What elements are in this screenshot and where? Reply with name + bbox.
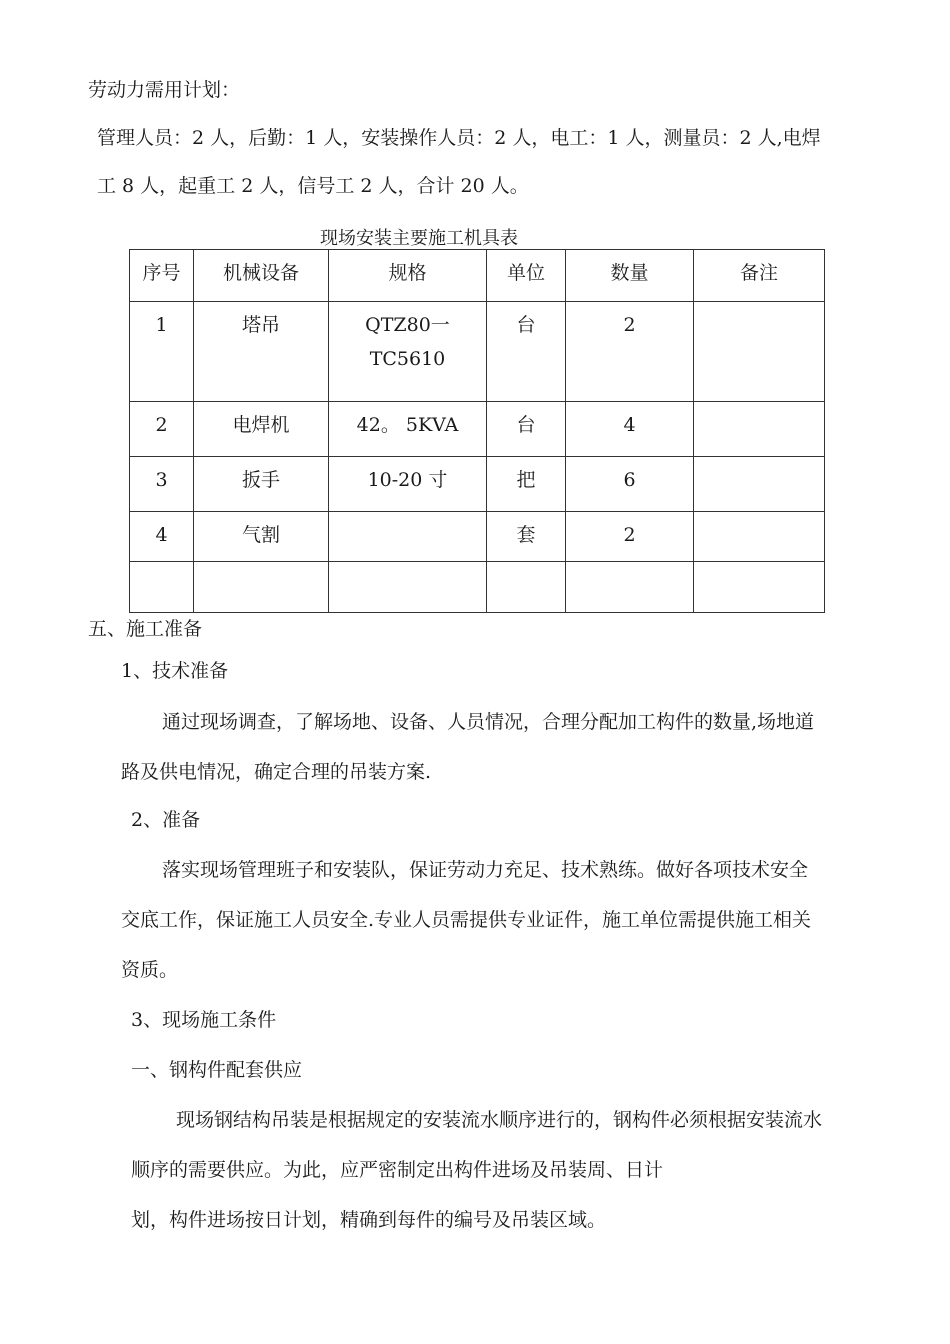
cell-equipment [194, 562, 329, 613]
cell-equipment: 扳手 [194, 457, 329, 512]
cell-spec [329, 562, 487, 613]
cell-equipment: 电焊机 [194, 402, 329, 457]
sub-item-1-para-line-1: 现场钢结构吊装是根据规定的安装流水顺序进行的，钢构件必须根据安装流水 [176, 1109, 823, 1131]
table-row [130, 512, 825, 562]
header-unit: 单位 [487, 250, 566, 302]
header-qty: 数量 [566, 250, 694, 302]
table-caption: 现场安装主要施工机具表 [320, 228, 518, 249]
subsection-2-para-line-2: 交底工作，保证施工人员安全.专业人员需提供专业证件，施工单位需提供施工相关 [121, 909, 812, 931]
subsection-3-title: 3、现场施工条件 [131, 1009, 277, 1031]
header-note: 备注 [694, 250, 825, 302]
subsection-1-para-line-1: 通过现场调查，了解场地、设备、人员情况，合理分配加工构件的数量,场地道 [162, 711, 815, 733]
cell-note [694, 562, 825, 613]
labor-plan-line-1: 管理人员：2 人，后勤：1 人，安装操作人员：2 人，电工：1 人，测量员：2 人,电焊 [97, 127, 821, 149]
table-header-row [130, 250, 825, 302]
subsection-1-para-line-2: 路及供电情况，确定合理的吊装方案. [121, 761, 432, 783]
cell-unit: 台 [487, 402, 566, 457]
cell-qty: 2 [566, 302, 694, 402]
cell-spec-line-1: QTZ80一 [365, 314, 450, 336]
section-5-title: 五、施工准备 [88, 618, 203, 640]
cell-note [694, 457, 825, 512]
cell-equipment: 气割 [194, 512, 329, 562]
cell-unit: 台 [487, 302, 566, 402]
cell-spec: 10-20 寸 [329, 457, 487, 512]
cell-no: 1 [130, 302, 194, 402]
cell-spec [329, 512, 487, 562]
cell-spec [329, 302, 487, 402]
cell-qty [566, 562, 694, 613]
cell-unit [487, 562, 566, 613]
cell-no: 2 [130, 402, 194, 457]
cell-no: 4 [130, 512, 194, 562]
equipment-table [129, 249, 825, 613]
labor-plan-heading: 劳动力需用计划： [88, 79, 241, 101]
cell-qty: 6 [566, 457, 694, 512]
labor-plan-line-2: 工 8 人，起重工 2 人，信号工 2 人，合计 20 人。 [97, 175, 529, 197]
cell-qty: 4 [566, 402, 694, 457]
cell-note [694, 302, 825, 402]
subsection-2-para-line-1: 落实现场管理班子和安装队，保证劳动力充足、技术熟练。做好各项技术安全 [162, 859, 809, 881]
sub-item-1-para-line-3: 划，构件进场按日计划，精确到每件的编号及吊装区域。 [131, 1209, 607, 1231]
cell-no: 3 [130, 457, 194, 512]
cell-unit: 把 [487, 457, 566, 512]
cell-equipment: 塔吊 [194, 302, 329, 402]
header-spec: 规格 [329, 250, 487, 302]
cell-unit: 套 [487, 512, 566, 562]
header-equipment: 机械设备 [194, 250, 329, 302]
subsection-2-title: 2、准备 [131, 809, 201, 831]
table-row [130, 562, 825, 613]
table-row [130, 402, 825, 457]
table-row [130, 302, 825, 402]
cell-spec: 42。 5KVA [329, 402, 487, 457]
cell-qty: 2 [566, 512, 694, 562]
cell-note [694, 402, 825, 457]
table-row [130, 457, 825, 512]
cell-note [694, 512, 825, 562]
cell-no [130, 562, 194, 613]
header-no: 序号 [130, 250, 194, 302]
subsection-1-title: 1、技术准备 [121, 660, 229, 682]
cell-spec-line-2: TC5610 [369, 348, 446, 370]
sub-item-1-para-line-2: 顺序的需要供应。为此，应严密制定出构件进场及吊装周、日计 [131, 1159, 664, 1181]
sub-item-1-title: 一、钢构件配套供应 [131, 1059, 303, 1081]
subsection-2-para-line-3: 资质。 [121, 959, 179, 981]
